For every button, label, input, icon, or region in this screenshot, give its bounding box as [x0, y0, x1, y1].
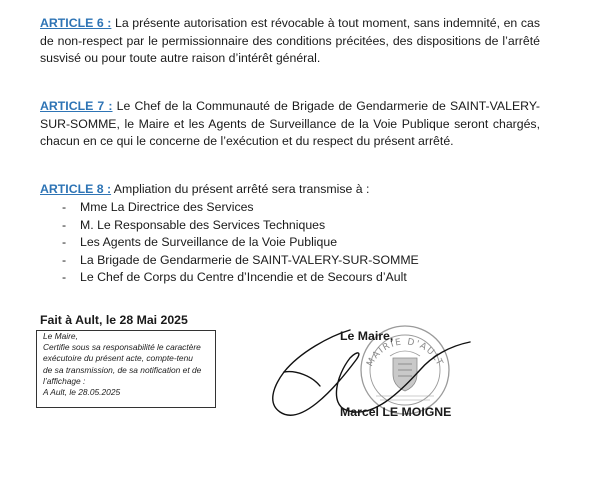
list-marker: -	[62, 235, 67, 249]
list-marker: -	[62, 270, 67, 284]
article-8-label: ARTICLE 8 :	[40, 182, 112, 196]
list-marker: -	[62, 252, 67, 267]
list-item	[62, 199, 419, 217]
recipient-text: La Brigade de Gendarmerie de SAINT-VALERY-SUR-SOMME	[80, 252, 419, 267]
list-item	[62, 269, 419, 287]
article-6-label: ARTICLE 6 :	[40, 16, 112, 30]
list-marker: -	[62, 217, 67, 232]
stamp-text: MAIRIE D'AULT	[365, 337, 445, 369]
certification-line: de sa transmission, de sa notification et de	[43, 364, 202, 375]
list-item	[62, 234, 419, 252]
certification-line: Le Maire,	[43, 331, 78, 341]
recipient-text: Mme La Directrice des Services	[80, 200, 254, 214]
fait-a-ault-date: Fait à Ault, le 28 Mai 2025	[40, 313, 188, 327]
article-7-label: ARTICLE 7 :	[40, 99, 113, 113]
recipient-text: M. Le Responsable des Services Techniques	[80, 217, 326, 232]
list-item	[62, 252, 419, 270]
list-marker: -	[62, 200, 67, 214]
recipient-list	[62, 199, 419, 287]
certification-line: exécutoire du présent acte, compte-tenu	[43, 353, 193, 364]
certification-line: l’affichage :	[43, 375, 86, 386]
certification-line: A Ault, le 28.05.2025	[43, 387, 121, 398]
list-item	[62, 217, 419, 235]
article-8-text: Ampliation du présent arrêté sera transmise à :	[111, 182, 370, 196]
recipient-text: Le Chef de Corps du Centre d’Incendie et de Secours d’Ault	[80, 270, 407, 284]
certification-line: Certifie sous sa responsabilité le caractère	[43, 342, 201, 353]
article-8	[40, 181, 540, 199]
mayor-name: Marcel LE MOIGNE	[340, 405, 452, 419]
article-7-text: Le Chef de la Communauté de Brigade de Gendarmerie de SAINT-VALERY-SUR-SOMME, le Maire et les Agents de Surveillance de la Voie Publique seront chargés, chacun en ce qui le concerne de l’exécution et du respect du présent arrêté.	[40, 99, 540, 148]
article-7	[40, 98, 540, 151]
article-6-text: La présente autorisation est révocable à tout moment, sans indemnité, en cas de non-respect par le permissionnaire des conditions précitées, des dispositions de l’arrêté susvisé ou pour toute autre raison d’intérêt général.	[40, 16, 540, 65]
mayor-role: Le Maire,	[340, 329, 394, 343]
article-6	[40, 15, 540, 68]
recipient-text: Les Agents de Surveillance de la Voie Publique	[80, 235, 338, 249]
certification-box	[36, 330, 216, 408]
